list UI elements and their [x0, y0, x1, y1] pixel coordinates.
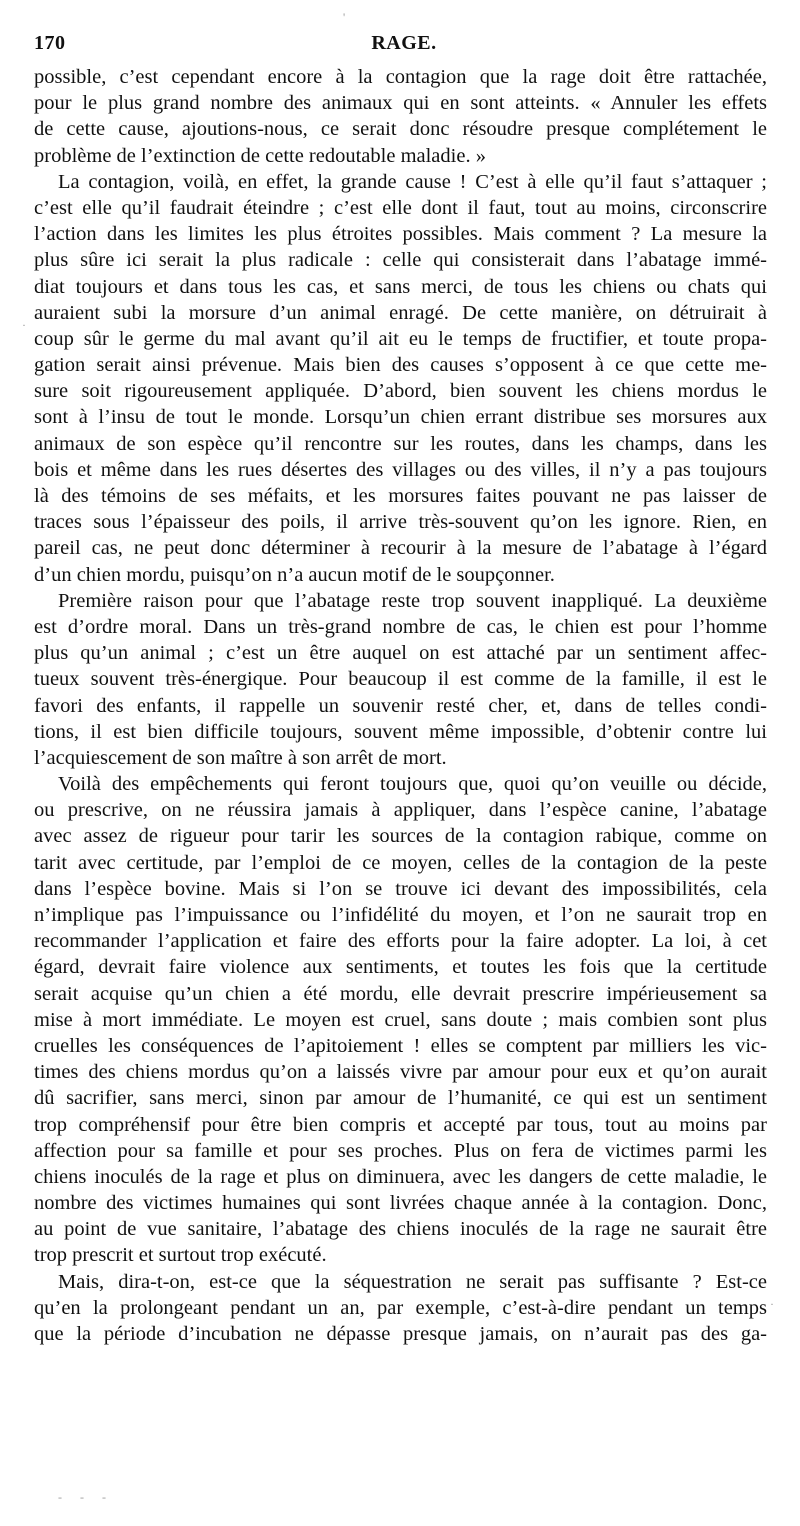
text-line: pour le plus grand nombre des animaux qui en sont atteints. « Annuler les effets	[34, 92, 767, 115]
text-line: La contagion, voilà, en effet, la grande cause ! C’est à elle qu’il faut s’attaquer ;	[58, 170, 767, 193]
text-line: possible, c’est cependant encore à la contagion que la rage doit être rattachée,	[34, 66, 767, 88]
text-line: diat toujours et dans tous les cas, et sans merci, de tous les chiens ou chats qui	[34, 275, 767, 298]
text-line: chiens inoculés de la rage et plus on diminuera, avec les dangers de cette maladie, le	[34, 1165, 767, 1188]
text-line: plus qu’un animal ; c’est un être auquel on est attaché par un sentiment affec-	[34, 642, 767, 665]
text-line: problème de l’extinction de cette redoutable maladie. »	[34, 144, 486, 167]
text-line: tueux souvent très-énergique. Pour beaucoup il est comme de la famille, il est le	[34, 668, 767, 691]
scan-speck: -	[58, 1490, 62, 1504]
text-line: tions, il est bien difficile toujours, souvent même impossible, d’obtenir contre lui	[34, 720, 767, 743]
text-line: au point de vue sanitaire, l’abatage des chiens inoculés de la rage ne saurait être	[34, 1218, 767, 1241]
text-line: nombre des victimes humaines qui sont livrées chaque année à la contagion. Donc,	[34, 1192, 767, 1215]
scan-speck: ·	[770, 1297, 774, 1311]
text-line: c’est elle qu’il faudrait éteindre ; c’est elle dont il faut, tout au moins, circonscrire	[34, 196, 767, 219]
text-line: mise à mort immédiate. Le moyen est cruel, sans doute ; mais combien sont plus	[34, 1008, 767, 1031]
scan-speck: ·	[22, 318, 26, 332]
text-line: est d’ordre moral. Dans un très-grand nombre de cas, le chien est pour l’homme	[34, 615, 767, 638]
text-line: Mais, dira-t-on, est-ce que la séquestration ne serait pas suffisante ? Est-ce	[58, 1270, 767, 1293]
text-line: l’action dans les limites les plus étroites possibles. Mais comment ? La mesure la	[34, 223, 767, 246]
scan-speck: '	[343, 10, 346, 24]
text-line: favori des enfants, il rappelle un souvenir resté cher, et, dans de telles condi-	[34, 694, 767, 717]
text-line: égard, devrait faire violence aux sentiments, et toutes les fois que la certitude	[34, 956, 767, 979]
page-number: 170	[34, 32, 66, 54]
text-line: pareil cas, ne peut donc déterminer à recourir à la mesure de l’abatage à l’égard	[34, 537, 767, 560]
text-line: auraient subi la morsure d’un animal enragé. De cette manière, on détruirait à	[34, 301, 767, 324]
text-line: n’implique pas l’impuissance ou l’infidélité du moyen, et l’on ne saurait trop en	[34, 904, 767, 926]
text-line: animaux de son espèce qu’il rencontre sur les routes, dans les champs, dans les	[34, 432, 767, 455]
text-line: trop prescrit et surtout trop exécuté.	[34, 1244, 327, 1267]
page-header	[34, 32, 774, 62]
text-line: sure soit rigoureusement appliquée. D’abord, bien souvent les chiens mordus le	[34, 380, 767, 403]
text-line: trop compréhensif pour être bien compris et accepté par tous, tout au moins par	[34, 1113, 767, 1136]
text-line: cruelles les conséquences de l’apitoiement ! elles se comptent par milliers les vic-	[34, 1034, 767, 1057]
text-line: Première raison pour que l’abatage reste trop souvent inappliqué. La deuxième	[58, 589, 767, 612]
text-line: sont à l’insu de tout le monde. Lorsqu’un chien errant distribue ses morsures aux	[34, 406, 767, 429]
text-line: qu’en la prolongeant pendant un an, par exemple, c’est-à-dire pendant un temps	[34, 1296, 767, 1319]
text-line: times des chiens mordus qu’on a laissés vivre par amour pour eux et qu’on aurait	[34, 1061, 767, 1084]
running-title: RAGE.	[371, 32, 437, 54]
text-line: que la période d’incubation ne dépasse presque jamais, on n’aurait pas des ga-	[34, 1323, 767, 1345]
text-line: là des témoins de ses méfaits, et les morsures faites pouvant ne pas laisser de	[34, 485, 767, 507]
text-line: recommander l’application et faire des efforts pour la faire adopter. La loi, à cet	[34, 930, 767, 953]
text-line: avec assez de rigueur pour tarir les sources de la contagion rabique, comme on	[34, 825, 767, 848]
text-line: tarit avec certitude, par l’emploi de ce moyen, celles de la contagion de la peste	[34, 851, 767, 874]
text-line: coup sûr le germe du mal avant qu’il ait eu le temps de fructifier, et toute propa-	[34, 327, 767, 350]
text-line: plus sûre ici serait la plus radicale : celle qui consisterait dans l’abatage immé-	[34, 249, 767, 272]
body-text	[34, 64, 767, 1347]
text-line: ou prescrive, on ne réussira jamais à appliquer, dans l’espèce canine, l’abatage	[34, 799, 767, 822]
scan-speck: -	[102, 1490, 106, 1504]
text-line: dû sacrifier, sans merci, sinon par amour de l’humanité, ce qui est un sentiment	[34, 1087, 767, 1110]
text-line: dans l’espèce bovine. Mais si l’on se trouve ici devant des impossibilités, cela	[34, 877, 767, 900]
text-line: d’un chien mordu, puisqu’on n’a aucun motif de le soupçonner.	[34, 563, 555, 586]
text-line: de cette cause, ajoutions-nous, ce serait donc résoudre presque complétement le	[34, 118, 767, 141]
text-line: traces sous l’épaisseur des poils, il arrive très-souvent qu’on les ignore. Rien, en	[34, 511, 767, 534]
text-line: bois et même dans les rues désertes des villages ou des villes, il n’y a pas toujours	[34, 458, 767, 481]
text-line: gation serait ainsi prévenue. Mais bien des causes s’opposent à ce que cette me-	[34, 354, 767, 377]
text-line: affection pour sa famille et pour ses proches. Plus on fera de victimes parmi les	[34, 1139, 767, 1162]
scan-speck: -	[80, 1490, 84, 1504]
text-line: l’acquiescement de son maître à son arrêt de mort.	[34, 746, 447, 769]
text-line: Voilà des empêchements qui feront toujours que, quoi qu’on veuille ou décide,	[58, 773, 767, 796]
text-line: serait acquise qu’un chien a été mordu, elle devrait prescrire impérieusement sa	[34, 982, 767, 1005]
